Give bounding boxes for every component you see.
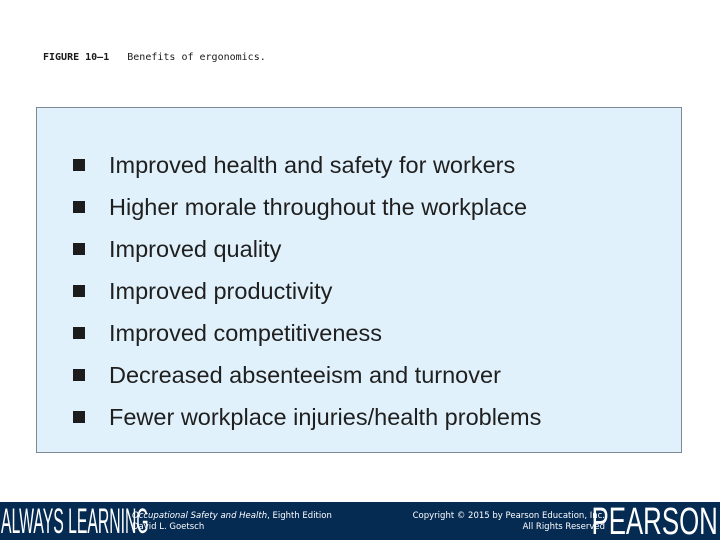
book-title-line: [132, 511, 332, 522]
footer-bar: [0, 502, 720, 540]
benefit-text: Improved competitiveness: [109, 319, 382, 346]
book-edition: , Eighth Edition: [267, 511, 332, 521]
copyright-notice: [413, 511, 605, 533]
figure-number: FIGURE 10–1: [43, 52, 110, 63]
list-item: [73, 186, 541, 228]
benefit-text: Improved health and safety for workers: [109, 151, 516, 178]
benefits-list: [73, 144, 541, 438]
square-bullet-icon: [73, 327, 85, 339]
list-item: [73, 228, 541, 270]
benefit-text: Improved productivity: [109, 277, 333, 304]
rights-line: All Rights Reserved: [522, 522, 605, 532]
list-item: [73, 354, 541, 396]
always-learning-logo: ALWAYS LEARNING: [1, 502, 149, 540]
square-bullet-icon: [73, 159, 85, 171]
list-item: [73, 270, 541, 312]
benefit-text: Improved quality: [109, 235, 282, 262]
square-bullet-icon: [73, 369, 85, 381]
book-author: David L. Goetsch: [132, 522, 205, 532]
benefit-text: Decreased absenteeism and turnover: [109, 361, 501, 388]
pearson-logo: PEARSON: [591, 502, 718, 540]
book-title: Occupational Safety and Health: [132, 511, 268, 521]
square-bullet-icon: [73, 201, 85, 213]
list-item: [73, 396, 541, 438]
square-bullet-icon: [73, 411, 85, 423]
benefit-text: Fewer workplace injuries/health problems: [109, 403, 542, 430]
square-bullet-icon: [73, 243, 85, 255]
list-item: [73, 144, 541, 186]
benefit-text: Higher morale throughout the workplace: [109, 193, 528, 220]
figure-title: Benefits of ergonomics.: [127, 52, 266, 63]
copyright-line: Copyright © 2015 by Pearson Education, Inc.: [412, 511, 605, 521]
figure-caption: [43, 52, 266, 63]
list-item: [73, 312, 541, 354]
book-info: [132, 511, 332, 533]
square-bullet-icon: [73, 285, 85, 297]
benefits-panel: [36, 107, 682, 453]
